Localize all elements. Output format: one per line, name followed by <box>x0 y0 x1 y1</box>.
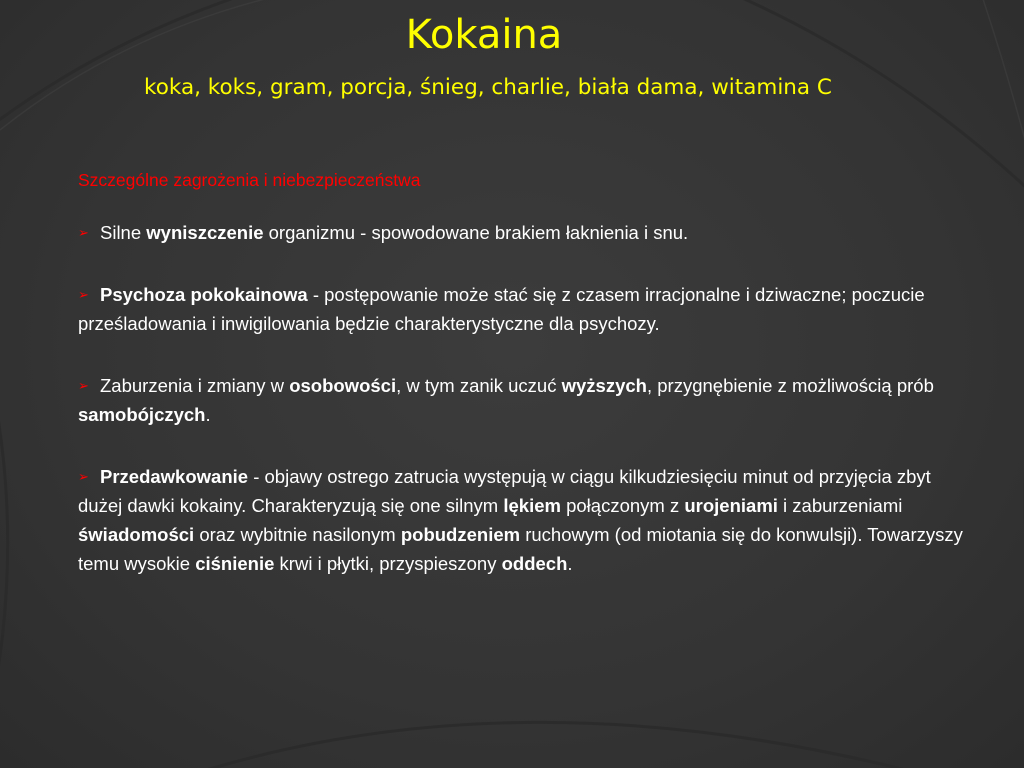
bullet-text <box>78 466 963 574</box>
bullet-run: Zaburzenia i zmiany w <box>100 375 290 396</box>
bullet-emphasis: Psychoza pokokainowa <box>100 284 308 305</box>
bullet-emphasis: lękiem <box>503 495 561 516</box>
bullet-emphasis: wyższych <box>561 375 647 396</box>
bullet-run: i zaburzeniami <box>777 495 903 516</box>
bullet-item <box>78 371 980 429</box>
bullet-emphasis: świadomości <box>78 524 195 545</box>
deco-arc-left <box>0 300 8 760</box>
bullet-run: organizmu - spowodowane brakiem łaknienia i snu. <box>263 222 689 243</box>
bullet-emphasis: pobudzeniem <box>400 524 521 545</box>
bullet-run: krwi i płytki, przyspieszony <box>274 553 502 574</box>
slide-subtitle: koka, koks, gram, porcja, śnieg, charlie, biała dama, witamina C <box>144 75 832 100</box>
section-heading: Szczególne zagrożenia i niebezpieczeństwa <box>78 170 421 190</box>
bullet-run: oraz wybitnie nasilonym <box>194 524 401 545</box>
bullet-run: Silne <box>100 222 147 243</box>
bullet-run: połączonym z <box>560 495 685 516</box>
bullet-run: - objawy ostrego zatrucia występują w ciągu kilkudziesięciu minut od przyjęcia zbyt dużej dawki kokainy. Charakteryzują się one silnym <box>78 466 931 516</box>
bullet-run: . <box>205 404 211 425</box>
deco-arc-bottom <box>120 722 980 768</box>
bullet-text <box>78 284 925 334</box>
bullet-run: , w tym zanik uczuć <box>396 375 562 396</box>
bullet-item <box>78 280 980 338</box>
bullet-emphasis: samobójczych <box>78 404 206 425</box>
arrow-right-icon: ➢ <box>78 469 89 484</box>
bullet-run: . <box>567 553 573 574</box>
bullet-emphasis: wyniszczenie <box>146 222 264 243</box>
bullet-list <box>78 218 980 578</box>
bullet-emphasis: urojeniami <box>684 495 778 516</box>
bullet-text <box>100 222 688 243</box>
bullet-text <box>78 375 934 425</box>
bullet-run: , przygnębienie z możliwością prób <box>646 375 934 396</box>
bullet-item <box>78 462 980 578</box>
bullet-emphasis: ciśnienie <box>195 553 275 574</box>
arrow-right-icon: ➢ <box>78 378 89 393</box>
bullet-emphasis: oddech <box>501 553 568 574</box>
slide-title: Kokaina <box>405 12 563 58</box>
bullet-run: - postępowanie może stać się z czasem irracjonalne i dziwaczne; poczucie prześladowania i inwigilowania będzie charakterystyczne dla psychozy. <box>78 284 925 334</box>
arrow-right-icon: ➢ <box>78 225 89 240</box>
bullet-emphasis: Przedawkowanie <box>100 466 249 487</box>
bullet-emphasis: osobowości <box>289 375 397 396</box>
arrow-right-icon: ➢ <box>78 287 89 302</box>
bullet-item <box>78 218 980 247</box>
bullet-run: ruchowym (od miotania się do konwulsji). Towarzyszy temu wysokie <box>78 524 963 574</box>
